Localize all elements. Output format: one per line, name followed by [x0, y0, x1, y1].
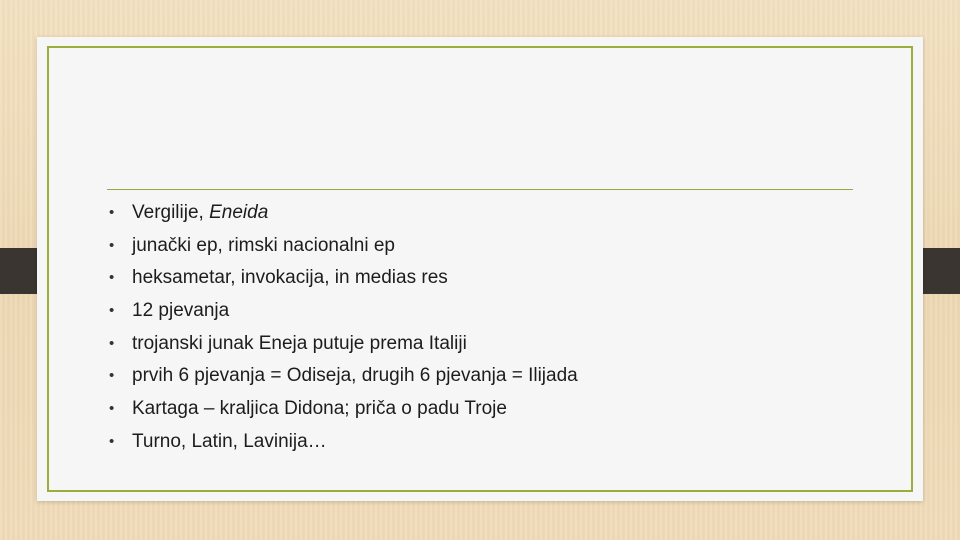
bullet-list [109, 197, 578, 459]
bullet-item-genre [109, 230, 578, 263]
bullet-text: prvih 6 pjevanja = Odiseja, drugih 6 pjevanja = Ilijada [132, 365, 578, 387]
bullet-text: Turno, Latin, Lavinija… [132, 430, 327, 452]
bullet-icon: • [109, 236, 115, 254]
bullet-icon: • [109, 367, 115, 385]
slide-card [37, 37, 923, 501]
bullet-icon: • [109, 269, 115, 287]
bullet-icon: • [109, 334, 115, 352]
bullet-item-author-work [109, 197, 578, 230]
bullet-text: heksametar, invokacija, in medias res [132, 267, 448, 289]
bullet-emphasis: Eneida [209, 202, 269, 223]
bullet-icon: • [109, 204, 115, 221]
bullet-icon: • [109, 432, 115, 450]
bullet-item-form [109, 262, 578, 295]
bullet-text: 12 pjevanja [132, 300, 230, 322]
bullet-item-structure [109, 360, 578, 393]
bullet-text: Vergilije, [132, 202, 210, 223]
bullet-item-carthage [109, 393, 578, 426]
bullet-text: trojanski junak Eneja putuje prema Italiji [132, 332, 467, 354]
bullet-icon: • [109, 302, 115, 320]
bullet-item-characters [109, 426, 578, 459]
title-divider [107, 189, 853, 190]
bullet-text: Kartaga – kraljica Didona; priča o padu Troje [132, 398, 507, 420]
bullet-item-cantos [109, 295, 578, 328]
bullet-text: junački ep, rimski nacionalni ep [132, 234, 395, 256]
bullet-item-hero [109, 328, 578, 361]
bullet-icon: • [109, 400, 115, 418]
